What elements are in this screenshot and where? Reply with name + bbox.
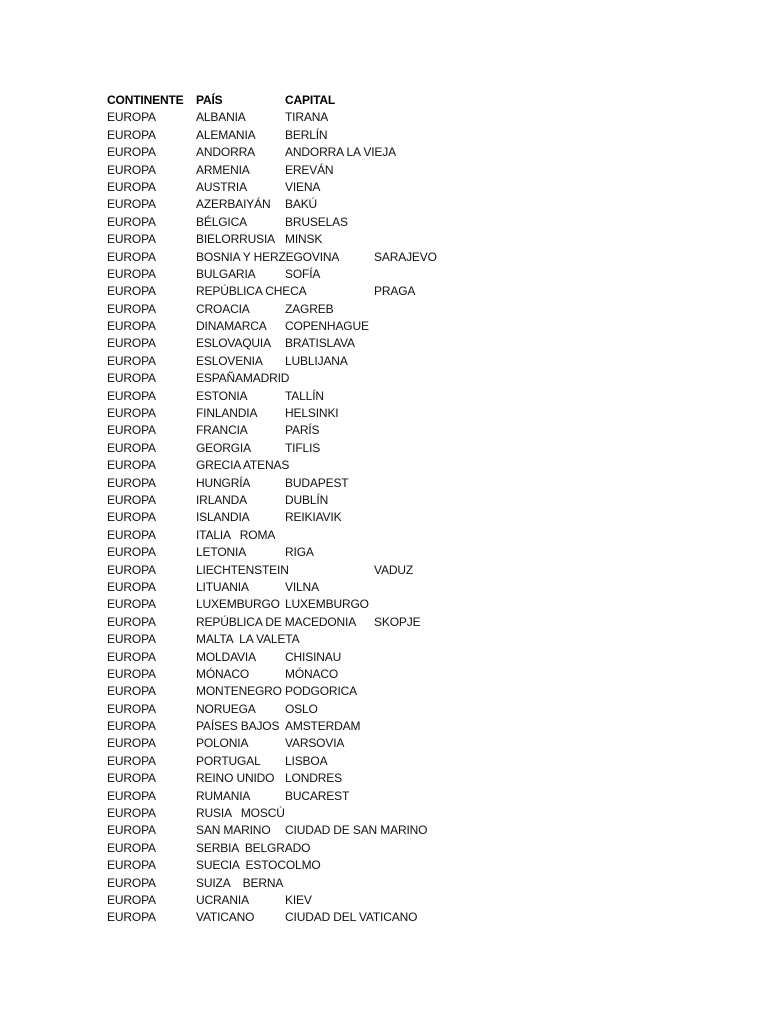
text-line: EUROPA PORTUGAL LISBOA <box>107 753 328 768</box>
text-line: EUROPA REPÚBLICA DE MACEDONIA SKOPJE <box>107 614 421 629</box>
text-line: EUROPA SUIZA BERNA <box>107 875 284 890</box>
header-line: CONTINENTE PAÍS CAPITAL <box>107 93 336 107</box>
text-line: EUROPA SERBIA BELGRADO <box>107 840 311 855</box>
text-line: EUROPA BOSNIA Y HERZEGOVINA SARAJEVO <box>107 249 437 264</box>
text-line: EUROPA RUSIA MOSCÚ <box>107 806 285 821</box>
text-line: EUROPA HUNGRÍA BUDAPEST <box>107 475 349 490</box>
text-line: EUROPA SAN MARINO CIUDAD DE SAN MARINO <box>107 823 428 838</box>
text-line: EUROPA AZERBAIYÁN BAKÚ <box>107 197 318 212</box>
text-line: EUROPA ESTONIA TALLÍN <box>107 388 324 403</box>
text-line: EUROPA ESPAÑAMADRID <box>107 371 290 386</box>
text-line: EUROPA MÓNACO MÓNACO <box>107 666 339 681</box>
text-line: EUROPA MALTA LA VALETA <box>107 632 300 647</box>
text-line: EUROPA RUMANIA BUCAREST <box>107 788 350 803</box>
text-line: EUROPA MOLDAVIA CHISINAU <box>107 649 342 664</box>
text-line: EUROPA ANDORRA ANDORRA LA VIEJA <box>107 145 396 160</box>
text-line: EUROPA REPÚBLICA CHECA PRAGA <box>107 284 416 299</box>
text-line: EUROPA ITALIA ROMA <box>107 527 276 542</box>
text-line: EUROPA BULGARIA SOFÍA <box>107 266 321 281</box>
text-line: EUROPA FRANCIA PARÍS <box>107 423 320 438</box>
text-line: EUROPA NORUEGA OSLO <box>107 701 318 716</box>
text-line: EUROPA ESLOVAQUIA BRATISLAVA <box>107 336 355 351</box>
text-line: EUROPA LITUANIA VILNA <box>107 579 319 594</box>
text-line: EUROPA MONTENEGRO PODGORICA <box>107 684 357 699</box>
text-line: EUROPA BÉLGICA BRUSELAS <box>107 214 348 229</box>
text-line: EUROPA ISLANDIA REIKIAVIK <box>107 510 342 525</box>
text-line: EUROPA ARMENIA EREVÁN <box>107 162 334 177</box>
text-line: EUROPA ALBANIA TIRANA <box>107 110 329 125</box>
text-line: EUROPA IRLANDA DUBLÍN <box>107 492 329 507</box>
text-line: EUROPA LETONIA RIGA <box>107 545 314 560</box>
text-line: EUROPA REINO UNIDO LONDRES <box>107 771 342 786</box>
text-line: EUROPA DINAMARCA COPENHAGUE <box>107 319 369 334</box>
text-line: EUROPA POLONIA VARSOVIA <box>107 736 345 751</box>
text-line: EUROPA CROACIA ZAGREB <box>107 301 334 316</box>
text-line: EUROPA LUXEMBURGO LUXEMBURGO <box>107 597 369 612</box>
document-text <box>107 92 747 927</box>
text-line: EUROPA BIELORRUSIA MINSK <box>107 232 323 247</box>
text-line: EUROPA GEORGIA TIFLIS <box>107 440 321 455</box>
text-line: EUROPA ALEMANIA BERLÍN <box>107 127 328 142</box>
text-line: EUROPA FINLANDIA HELSINKI <box>107 406 339 421</box>
text-line: EUROPA AUSTRIA VIENA <box>107 179 321 194</box>
text-line: EUROPA GRECIA ATENAS <box>107 458 290 473</box>
text-line: EUROPA UCRANIA KIEV <box>107 892 312 907</box>
text-line: EUROPA PAÍSES BAJOS AMSTERDAM <box>107 719 361 734</box>
text-line: EUROPA VATICANO CIUDAD DEL VATICANO <box>107 910 418 925</box>
text-line: EUROPA ESLOVENIA LUBLIJANA <box>107 353 348 368</box>
text-line: EUROPA LIECHTENSTEIN VADUZ <box>107 562 414 577</box>
text-line: EUROPA SUECIA ESTOCOLMO <box>107 858 321 873</box>
